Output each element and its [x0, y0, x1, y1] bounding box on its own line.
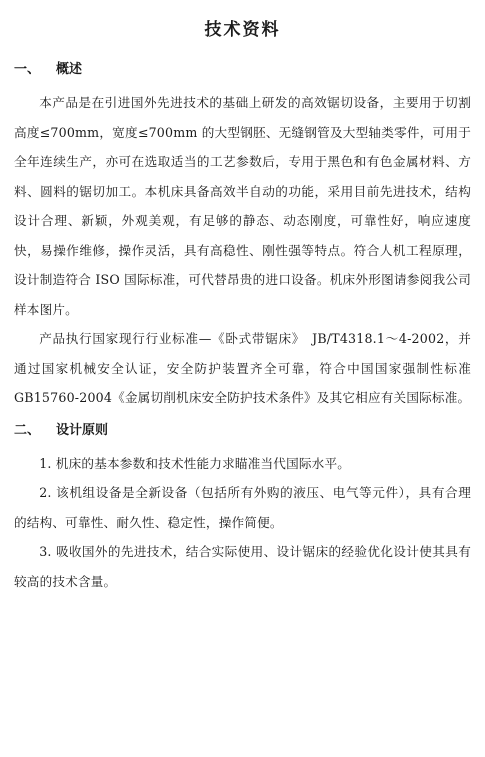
section-number: 一、 — [14, 62, 41, 77]
section-overview — [14, 56, 471, 413]
section-heading — [14, 417, 471, 445]
list-item: 3. 吸收国外的先进技术，结合实际使用、设计锯床的经验优化设计使其具有较高的技术含量。 — [14, 544, 471, 589]
section-number: 二、 — [14, 422, 41, 438]
document-title: 技术资料 — [204, 20, 281, 40]
section-design-principles — [14, 417, 471, 597]
section-heading — [14, 56, 471, 84]
section-title: 概述 — [56, 62, 83, 77]
paragraph: 产品执行国家现行行业标准—《卧式带锯床》 JB/T4318.1～4-2002，并通过国家机械安全认证，安全防护装置齐全可靠，符合中国国家强制性标准 GB15760-2004《金属切削机床安全防护技术条件》及其它相应有关国际标准。 — [14, 331, 471, 405]
list-item: 1. 机床的基本参数和技术性能力求瞄准当代国际水平。 — [39, 455, 351, 471]
list-item: 2. 该机组设备是全新设备（包括所有外购的液压、电气等元件），具有合理的结构、可靠性、耐久性、稳定性，操作简便。 — [14, 485, 471, 530]
section-title: 设计原则 — [56, 422, 109, 438]
paragraph: 本产品是在引进国外先进技术的基础上研发的高效锯切设备，主要用于切割高度≤700mm，宽度≤700mm 的大型钢胚、无缝钢管及大型轴类零件，可用于全年连续生产，亦可在选取适当的工艺参数后，专用于黑色和有色金属材料、方料、圆料的锯切加工。本机床具备高效半自动的功能，采用目前先进技术，结构设计合理、新颖，外观美观，有足够的静态、动态刚度，可靠性好，响应速度快，易操作维修，操作灵活，具有高稳性、刚性强等特点。符合人机工程原理，设计制造符合 ISO 国际标准，可代替昂贵的进口设备。机床外形图请参阅我公司样本图片。 — [14, 95, 471, 317]
